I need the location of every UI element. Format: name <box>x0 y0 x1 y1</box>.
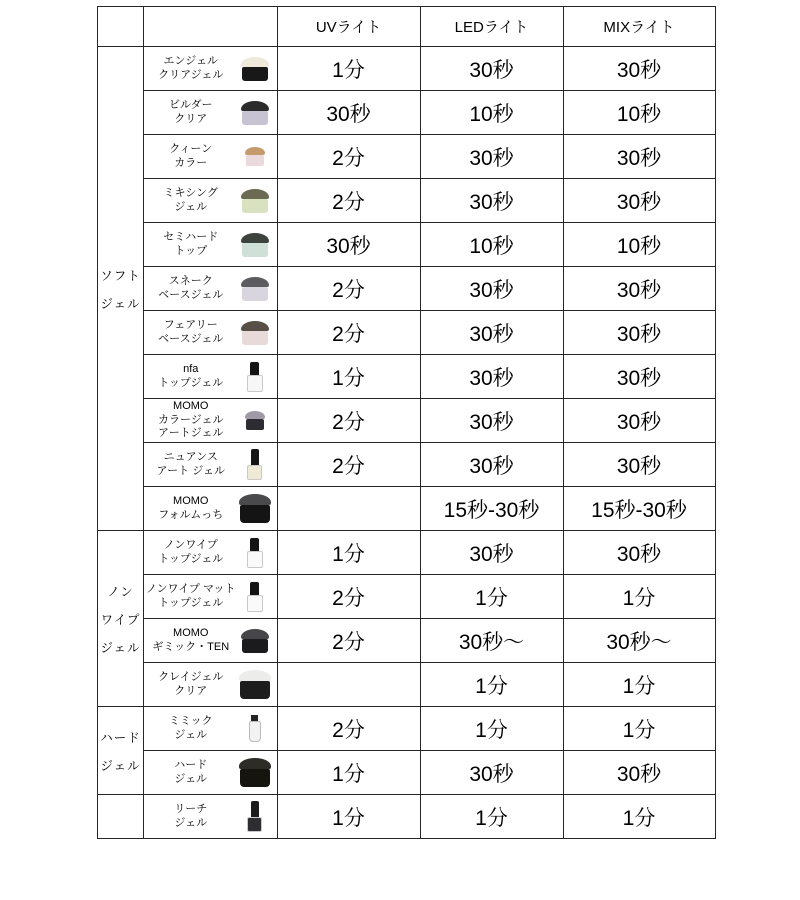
product-name <box>146 55 236 83</box>
product-name <box>146 539 236 567</box>
header-mix-light: MIXライト <box>563 7 715 47</box>
product-icon-lid <box>251 449 259 465</box>
mix-time-cell: 1分 <box>563 795 715 839</box>
table-row <box>98 619 716 663</box>
led-time-cell: 30秒 <box>420 531 563 575</box>
product-name-line: フォルムっち <box>158 508 224 521</box>
product-name <box>146 803 236 831</box>
product-name-line: クリア <box>174 112 208 125</box>
product-cell <box>144 487 278 531</box>
led-time-cell: 30秒 <box>420 399 563 443</box>
uv-time-cell: 1分 <box>277 531 420 575</box>
product-name <box>146 363 236 391</box>
group-label-line: ジェル <box>100 296 141 311</box>
product-name-line: ノンワイプ <box>163 538 218 551</box>
product-icon-lid <box>245 411 265 419</box>
product-name <box>146 400 236 441</box>
product-cell <box>144 135 278 179</box>
product-icon <box>236 411 274 430</box>
product-name-line: カラージェル <box>157 413 224 426</box>
led-time-cell: 1分 <box>420 707 563 751</box>
uv-time-cell: 1分 <box>277 751 420 795</box>
product-name-line: クリアジェル <box>158 68 224 81</box>
product-name-line: スネーク <box>168 274 213 287</box>
product-icon-body <box>242 331 268 345</box>
uv-time-cell: 2分 <box>277 619 420 663</box>
mix-time-cell: 1分 <box>563 663 715 707</box>
product-name-line: nfa <box>183 362 199 375</box>
product-icon-lid <box>241 233 269 243</box>
product-cell <box>144 399 278 443</box>
uv-time-cell <box>277 663 420 707</box>
product-name <box>146 671 236 699</box>
led-time-cell: 30秒 <box>420 311 563 355</box>
product-cell <box>144 355 278 399</box>
product-icon-body <box>240 769 270 787</box>
product-name <box>146 319 236 347</box>
product-name-line: MOMO <box>173 399 209 412</box>
led-time-cell: 30秒 <box>420 751 563 795</box>
led-time-cell: 1分 <box>420 663 563 707</box>
product-name-line: トップジェル <box>158 552 224 565</box>
product-icon-lid <box>250 538 259 551</box>
product-name-line: カラー <box>174 156 208 169</box>
led-time-cell: 30秒 <box>420 355 563 399</box>
group-label-line: ソフト <box>100 268 141 283</box>
group-label <box>98 47 144 531</box>
product-icon <box>236 758 274 787</box>
mix-time-cell: 30秒 <box>563 267 715 311</box>
product-icon <box>236 670 274 699</box>
product-icon <box>236 189 274 213</box>
product-cell <box>144 707 278 751</box>
mix-time-cell: 30秒 <box>563 179 715 223</box>
mix-time-cell: 1分 <box>563 707 715 751</box>
led-time-cell: 30秒〜 <box>420 619 563 663</box>
led-time-cell: 30秒 <box>420 267 563 311</box>
table-row <box>98 795 716 839</box>
product-name <box>146 187 236 215</box>
product-icon-lid <box>239 758 271 769</box>
uv-time-cell: 2分 <box>277 135 420 179</box>
table-row <box>98 751 716 795</box>
table-row <box>98 663 716 707</box>
table-row <box>98 399 716 443</box>
product-name-line: セミハード <box>163 230 219 243</box>
product-name <box>146 451 236 479</box>
mix-time-cell: 1分 <box>563 575 715 619</box>
product-name-line: クレイジェル <box>158 670 224 683</box>
curing-time-table <box>97 6 716 839</box>
product-name-line: ハード <box>174 758 208 771</box>
group-label <box>98 531 144 707</box>
product-cell <box>144 443 278 487</box>
header-row <box>98 7 716 47</box>
product-icon <box>236 449 274 480</box>
product-name <box>146 495 236 523</box>
table-row <box>98 179 716 223</box>
product-icon <box>236 362 274 392</box>
uv-time-cell: 1分 <box>277 47 420 91</box>
product-cell <box>144 267 278 311</box>
product-name-line: ニュアンス <box>163 450 218 463</box>
product-cell <box>144 619 278 663</box>
product-name <box>146 99 236 127</box>
product-icon-lid <box>241 101 269 111</box>
uv-time-cell: 1分 <box>277 355 420 399</box>
led-time-cell: 30秒 <box>420 179 563 223</box>
product-icon <box>236 147 274 166</box>
table-row <box>98 707 716 751</box>
led-time-cell: 30秒 <box>420 443 563 487</box>
product-name-line: クィーン <box>169 142 213 155</box>
product-name-line: ベースジェル <box>158 288 224 301</box>
group-label <box>98 795 144 839</box>
product-cell <box>144 223 278 267</box>
product-icon-lid <box>241 57 269 67</box>
product-cell <box>144 531 278 575</box>
product-icon-body <box>246 155 264 166</box>
product-icon-body <box>247 465 262 480</box>
table-row <box>98 135 716 179</box>
product-name <box>146 143 236 171</box>
led-time-cell: 30秒 <box>420 135 563 179</box>
group-label-line: ジェル <box>100 758 141 773</box>
product-cell <box>144 575 278 619</box>
product-icon-body <box>242 243 268 257</box>
product-icon-body <box>242 67 268 81</box>
product-icon <box>236 321 274 345</box>
mix-time-cell: 30秒〜 <box>563 619 715 663</box>
table-row <box>98 267 716 311</box>
uv-time-cell: 2分 <box>277 443 420 487</box>
product-icon-lid <box>250 362 259 375</box>
uv-time-cell: 2分 <box>277 179 420 223</box>
product-icon <box>236 101 274 125</box>
product-name-line: ビルダー <box>168 98 213 111</box>
mix-time-cell: 30秒 <box>563 531 715 575</box>
table-row <box>98 575 716 619</box>
product-name-line: ジェル <box>174 200 208 213</box>
header-uv-light: UVライト <box>277 7 420 47</box>
mix-time-cell: 10秒 <box>563 91 715 135</box>
product-name-line: MOMO <box>173 626 209 639</box>
product-cell <box>144 91 278 135</box>
product-icon-lid <box>251 801 259 817</box>
uv-time-cell: 2分 <box>277 575 420 619</box>
product-icon <box>236 538 274 568</box>
uv-time-cell: 1分 <box>277 795 420 839</box>
uv-time-cell: 2分 <box>277 399 420 443</box>
group-label-line: ジェル <box>100 640 141 655</box>
uv-time-cell <box>277 487 420 531</box>
product-cell <box>144 795 278 839</box>
mix-time-cell: 30秒 <box>563 443 715 487</box>
uv-time-cell: 2分 <box>277 267 420 311</box>
table-row <box>98 443 716 487</box>
mix-time-cell: 30秒 <box>563 399 715 443</box>
product-name-line: ミミック <box>168 714 213 727</box>
product-icon-body <box>249 721 261 742</box>
product-name-line: ノンワイプ マット <box>146 582 236 595</box>
product-name-line: ジェル <box>174 816 208 829</box>
led-time-cell: 15秒-30秒 <box>420 487 563 531</box>
product-name <box>146 715 236 743</box>
product-name-line: アート ジェル <box>156 464 226 477</box>
product-name-line: トップジェル <box>158 596 224 609</box>
product-name-line: エンジェル <box>163 54 219 67</box>
product-name-line: トップ <box>174 244 208 257</box>
product-icon-body <box>247 817 262 832</box>
product-icon <box>236 715 274 742</box>
uv-time-cell: 30秒 <box>277 91 420 135</box>
led-time-cell: 10秒 <box>420 223 563 267</box>
uv-time-cell: 2分 <box>277 311 420 355</box>
mix-time-cell: 10秒 <box>563 223 715 267</box>
product-icon-body <box>247 375 263 392</box>
mix-time-cell: 30秒 <box>563 47 715 91</box>
mix-time-cell: 15秒-30秒 <box>563 487 715 531</box>
group-label <box>98 707 144 795</box>
product-name-line: ジェル <box>174 728 208 741</box>
product-name-line: トップジェル <box>158 376 224 389</box>
product-icon <box>236 494 274 523</box>
led-time-cell: 30秒 <box>420 47 563 91</box>
product-icon-body <box>242 199 268 213</box>
product-name-line: ジェル <box>174 772 208 785</box>
led-time-cell: 1分 <box>420 795 563 839</box>
product-cell <box>144 311 278 355</box>
product-icon-lid <box>239 670 271 681</box>
product-icon-lid <box>241 277 269 287</box>
product-icon-body <box>242 639 268 653</box>
product-name <box>146 759 236 787</box>
mix-time-cell: 30秒 <box>563 355 715 399</box>
mix-time-cell: 30秒 <box>563 311 715 355</box>
product-cell <box>144 47 278 91</box>
product-name <box>146 231 236 259</box>
led-time-cell: 10秒 <box>420 91 563 135</box>
mix-time-cell: 30秒 <box>563 135 715 179</box>
product-name <box>146 627 236 655</box>
product-name-line: ギミック・TEN <box>152 640 230 653</box>
product-icon <box>236 801 274 832</box>
table-row <box>98 487 716 531</box>
product-name-line: MOMO <box>173 494 209 507</box>
product-name-line: フェアリー <box>163 318 218 331</box>
header-led-light: LEDライト <box>420 7 563 47</box>
product-icon <box>236 629 274 653</box>
table-row <box>98 531 716 575</box>
product-icon-body <box>246 419 264 430</box>
product-name-line: ミキシング <box>163 186 218 199</box>
table-row <box>98 311 716 355</box>
product-icon-lid <box>241 629 269 639</box>
product-icon <box>236 233 274 257</box>
uv-time-cell: 30秒 <box>277 223 420 267</box>
product-cell <box>144 179 278 223</box>
product-name <box>146 583 236 611</box>
table-row <box>98 223 716 267</box>
product-icon-body <box>242 287 268 301</box>
mix-time-cell: 30秒 <box>563 751 715 795</box>
group-label-line: ノン <box>107 584 134 599</box>
product-name-line: リーチ <box>174 802 208 815</box>
product-icon-body <box>247 551 263 568</box>
table-row <box>98 91 716 135</box>
table-row <box>98 47 716 91</box>
group-label-line: ワイプ <box>100 612 141 627</box>
product-icon-body <box>240 505 270 523</box>
product-name-line: ベースジェル <box>158 332 224 345</box>
product-name-line: アートジェル <box>158 427 224 440</box>
header-product-blank <box>144 7 278 47</box>
uv-time-cell: 2分 <box>277 707 420 751</box>
product-icon <box>236 57 274 81</box>
product-icon-lid <box>250 582 259 595</box>
product-icon-body <box>242 111 268 125</box>
product-icon-body <box>240 681 270 699</box>
product-icon-lid <box>245 147 265 155</box>
product-icon <box>236 582 274 612</box>
product-name <box>146 275 236 303</box>
group-label-line: ハード <box>100 730 141 745</box>
product-icon-lid <box>239 494 271 505</box>
led-time-cell: 1分 <box>420 575 563 619</box>
product-cell <box>144 663 278 707</box>
header-group-blank <box>98 7 144 47</box>
product-icon-body <box>247 595 263 612</box>
product-name-line: クリア <box>174 684 208 697</box>
product-icon-lid <box>241 321 269 331</box>
product-icon <box>236 277 274 301</box>
table-row <box>98 355 716 399</box>
product-cell <box>144 751 278 795</box>
product-icon-lid <box>241 189 269 199</box>
